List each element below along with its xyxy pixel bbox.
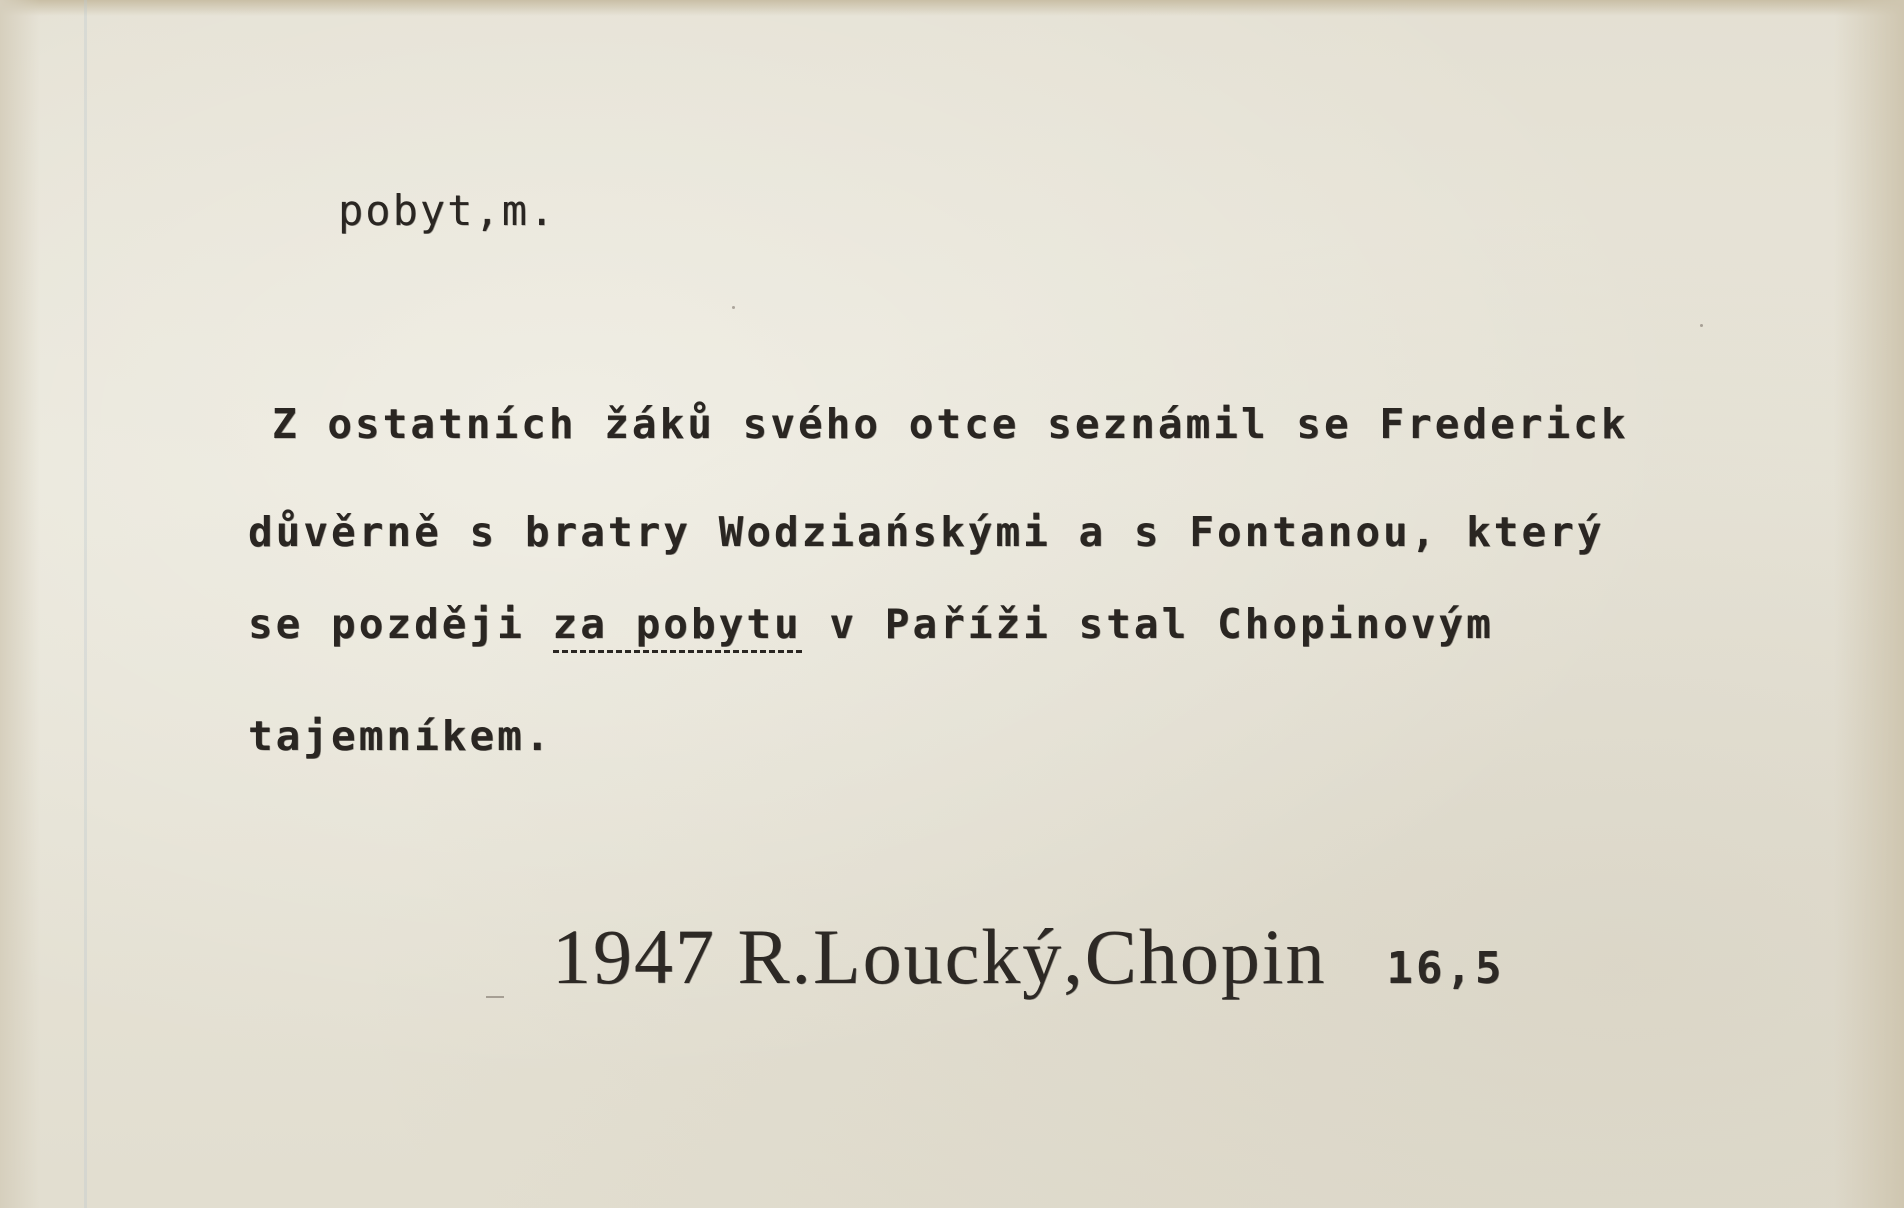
- quote-line-3-before: se později: [248, 600, 553, 648]
- quote-line-3: [248, 600, 1494, 648]
- quote-line-3-after: v Paříži stal Chopinovým: [801, 600, 1494, 648]
- quote-line-1: Z ostatních žáků svého otce seznámil se Frederick: [272, 400, 1629, 448]
- source-year: 1947: [552, 913, 716, 1000]
- quote-line-2: důvěrně s bratry Wodziańskými a s Fontanou, který: [248, 508, 1605, 556]
- headword: pobyt,m.: [338, 186, 557, 235]
- source-citation: [552, 912, 1504, 1002]
- paper-speck: [1700, 324, 1703, 327]
- paper-edge-right: [1834, 0, 1904, 1208]
- paper-edge-left: [0, 0, 40, 1208]
- paper-edge-top: [0, 0, 1904, 16]
- paper-fold-line: [84, 0, 87, 1208]
- paper-mark: [486, 996, 504, 998]
- source-author-title: R.Loucký,Chopin: [737, 913, 1327, 1000]
- underlined-phrase: za pobytu: [553, 600, 802, 653]
- paper-speck: [732, 306, 735, 309]
- source-page-ref: 16,5: [1386, 943, 1505, 994]
- quote-line-4: tajemníkem.: [248, 712, 553, 760]
